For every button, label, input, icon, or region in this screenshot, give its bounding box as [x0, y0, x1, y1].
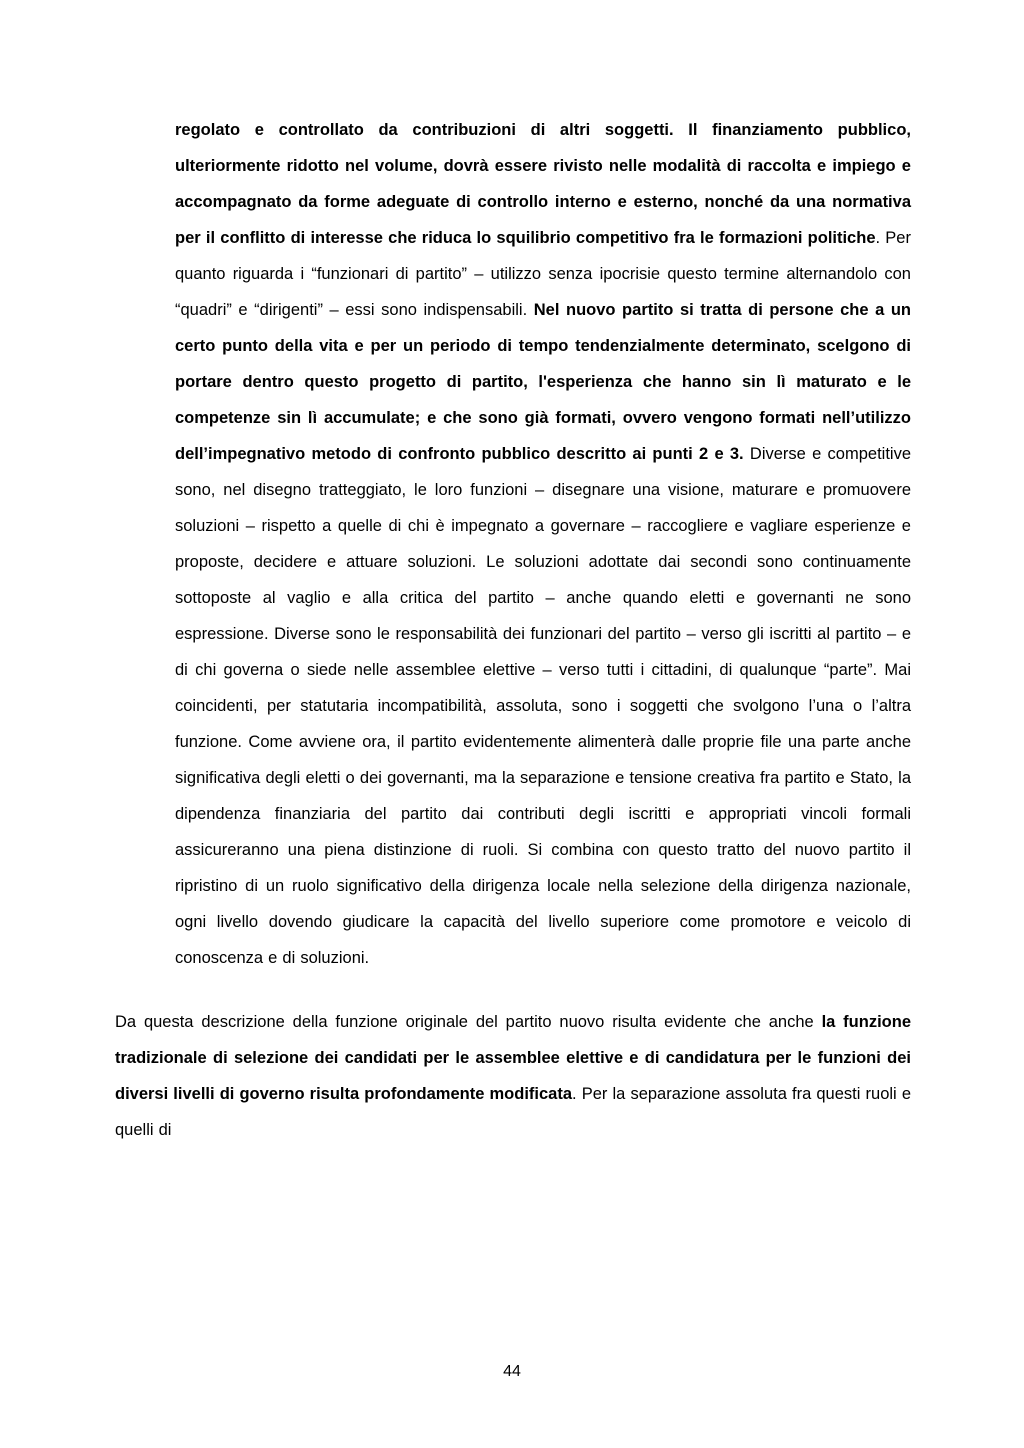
page-number: 44 [503, 1363, 521, 1380]
paragraph [115, 1004, 911, 1148]
text-body [115, 112, 911, 1148]
text-run: Da questa descrizione della funzione originale del partito nuovo risulta evidente che anche [115, 1013, 822, 1031]
text-run: Diverse e competitive sono, nel disegno tratteggiato, le loro funzioni – disegnare una visione, maturare e promuovere soluzioni – rispetto a quelle di chi è impegnato a governare – raccogliere e vagliare esperienze e proposte, decidere e attuare soluzioni. Le soluzioni adottate dai secondi sono continuamente sottoposte al vaglio e alla critica del partito – anche quando eletti e governanti ne sono espressione. Diverse sono le responsabilità dei funzionari del partito – verso gli iscritti al partito – e di chi governa o siede nelle assemblee elettive – verso tutti i cittadini, di qualunque “parte”. Mai coincidenti, per statutaria incompatibilità, assoluta, sono i soggetti che svolgono l’una o l’altra funzione. Come avviene ora, il partito evidentemente alimenterà dalle proprie file una parte anche significativa degli eletti o dei governanti, ma la separazione e tensione creativa fra partito e Stato, la dipendenza finanziaria del partito dai contributi degli iscritti e appropriati vincoli formali assicureranno una piena distinzione di ruoli. Si combina con questo tratto del nuovo partito il ripristino di un ruolo significativo della dirigenza locale nella selezione della dirigenza nazionale, ogni livello dovendo giudicare la capacità del livello superiore come promotore e veicolo di conoscenza e di soluzioni. [175, 445, 911, 967]
paragraph [175, 112, 911, 976]
bold-text-run: Nel nuovo partito si tratta di persone che a un certo punto della vita e per un periodo di tempo tendenzialmente determinato, scelgono di portare dentro questo progetto di partito, l'esperienza che hanno sin lì maturato e le competenze sin lì accumulate; e che sono già formati, ovvero vengono formati nell’utilizzo dell’impegnativo metodo di confronto pubblico descritto ai punti 2 e 3. [175, 301, 912, 463]
bold-text-run: regolato e controllato da contribuzioni di altri soggetti. Il finanziamento pubblico, ulteriormente ridotto nel volume, dovrà essere rivisto nelle modalità di raccolta e impiego e accompagnato da forme adeguate di controllo interno e esterno, nonché da una normativa per il conflitto di interesse che riduca lo squilibrio competitivo fra le formazioni politiche [175, 121, 911, 247]
bold-text-run: la funzione tradizionale di selezione dei candidati per le assemblee elettive e di candidatura per le funzioni dei diversi livelli di governo risulta profondamente modificata [115, 1013, 911, 1103]
text-run: . Per la separazione assoluta fra questi ruoli e quelli di [115, 1085, 911, 1139]
text-run: . Per quanto riguarda i “funzionari di partito” – utilizzo senza ipocrisie questo termine alternandolo con “quadri” e “dirigenti” – essi sono indispensabili. [175, 229, 911, 319]
